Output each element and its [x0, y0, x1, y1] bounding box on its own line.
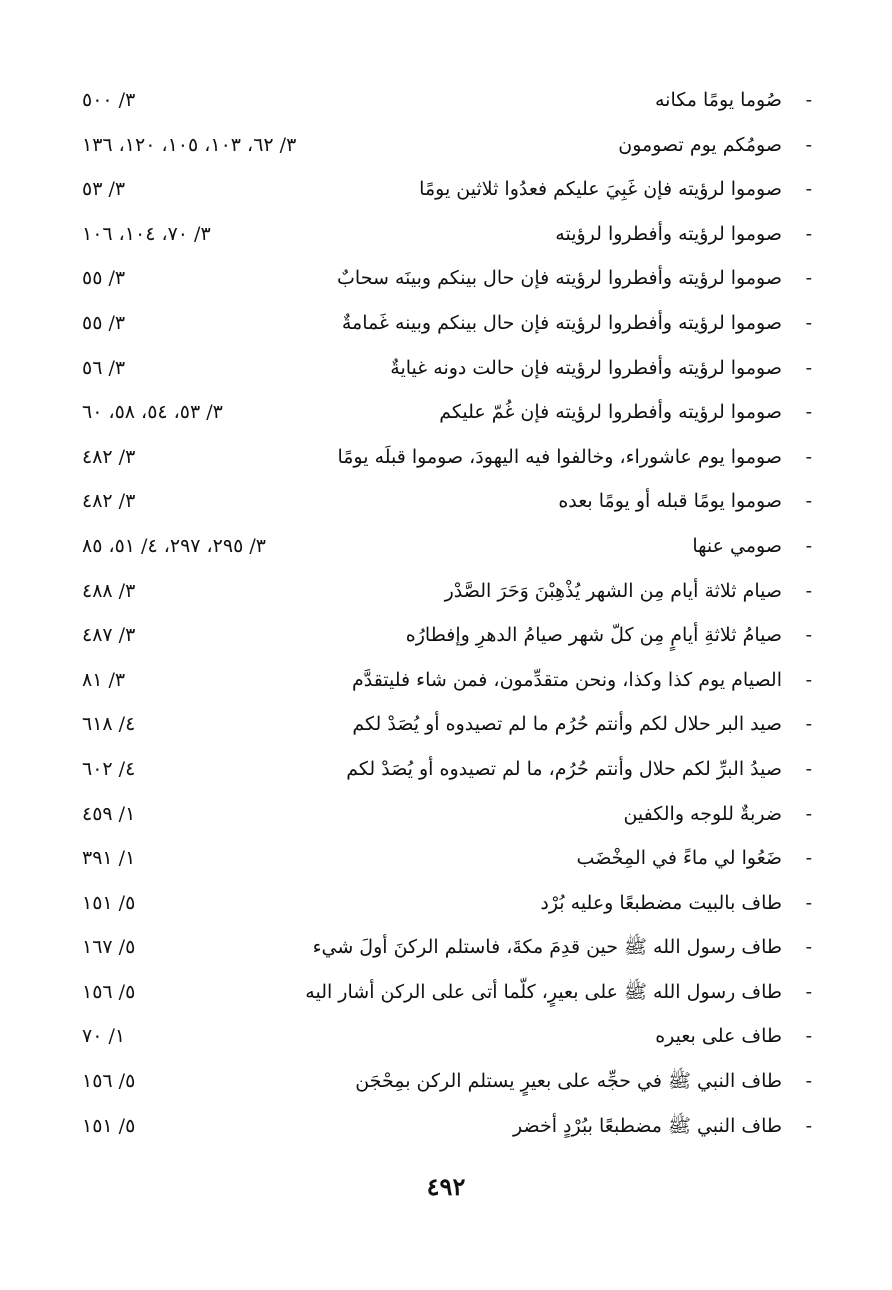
list-item [82, 881, 812, 926]
hadith-text: صيام ثلاثة أيام مِن الشهر يُذْهِبْنَ وَحَرَ الصَّدْر [444, 579, 782, 602]
hadith-text: صوموا لرؤيته فإن غَبِيَ عليكم فعدُوا ثلاثين يومًا [419, 178, 782, 201]
page-number: ٤٩٢ [426, 1172, 466, 1201]
list-item [82, 78, 812, 123]
volume-page-reference: ٥/ ١٦٧ [82, 936, 136, 959]
volume-page-reference: ٣/ ٥٥ [82, 311, 126, 334]
hadith-text: صوموا يوم عاشوراء، وخالفوا فيه اليهودَ، صوموا قبلَه يومًا [337, 445, 782, 468]
hadith-text: صيد البر حلال لكم وأنتم حُرُم ما لم تصيدوه أو يُصَدْ لكم [352, 713, 782, 736]
list-item [82, 256, 812, 301]
volume-page-reference: ٣/ ٥٦ [82, 356, 126, 379]
volume-page-reference: ١/ ٣٩١ [82, 847, 136, 870]
entry-dash: - [805, 356, 812, 379]
hadith-text: الصيام يوم كذا وكذا، ونحن متقدِّمون، فمن شاء فليتقدَّم [351, 668, 782, 691]
list-item [82, 301, 812, 346]
volume-page-reference: ٥/ ١٥١ [82, 1114, 136, 1137]
hadith-text: طاف على بعيره [655, 1025, 782, 1048]
list-item [82, 1014, 812, 1059]
entry-dash: - [805, 89, 812, 111]
list-item [82, 613, 812, 658]
list-item [82, 167, 812, 212]
volume-page-reference: ٥/ ١٥٦ [82, 1070, 136, 1093]
list-item [82, 792, 812, 837]
entry-dash: - [805, 1114, 812, 1137]
volume-page-reference: ٣/ ٤٨٧ [82, 624, 136, 647]
hadith-text: ضَعُوا لي ماءً في المِخْضَب [576, 847, 782, 870]
volume-page-reference: ٣/ ٥٠٠ [82, 89, 136, 111]
list-item [82, 569, 812, 614]
list-item [82, 123, 812, 168]
list-item [82, 390, 812, 435]
list-item [82, 702, 812, 747]
entry-dash: - [805, 267, 812, 290]
hadith-text: طاف رسول الله ﷺ على بعيرٍ، كلّما أتى على الركن أشار اليه [305, 980, 782, 1003]
entry-dash: - [805, 847, 812, 870]
entry-dash: - [805, 133, 812, 156]
hadith-text: صوموا لرؤيته وأفطروا لرؤيته فإن حالت دونه غيايةٌ [390, 356, 782, 379]
entry-dash: - [805, 980, 812, 1003]
entry-dash: - [805, 1025, 812, 1048]
hadith-text: صومي عنها [692, 534, 782, 557]
entry-dash: - [805, 311, 812, 334]
hadith-text: صُوما يومًا مكانه [655, 89, 782, 111]
entry-dash: - [805, 222, 812, 245]
hadith-text: طاف بالبيت مضطبعًا وعليه بُرْد [540, 891, 782, 914]
hadith-text: طاف رسول الله ﷺ حين قدِمَ مكةَ، فاستلم الركنَ أولَ شيء [312, 936, 782, 959]
volume-page-reference: ٣/ ٥٥ [82, 267, 126, 290]
volume-page-reference: ٣/ ٤٨٢ [82, 445, 136, 468]
list-item [82, 479, 812, 524]
entry-dash: - [805, 490, 812, 513]
hadith-text: صيدُ البرِّ لكم حلال وأنتم حُرُم، ما لم تصيدوه أو يُصَدْ لكم [346, 757, 782, 780]
volume-page-reference: ١/ ٤٥٩ [82, 802, 136, 825]
list-item [82, 970, 812, 1015]
hadith-text: صوموا لرؤيته وأفطروا لرؤيته [555, 222, 782, 245]
entry-dash: - [805, 668, 812, 691]
entry-dash: - [805, 713, 812, 736]
entry-dash: - [805, 802, 812, 825]
entry-dash: - [805, 445, 812, 468]
hadith-text: ضربةٌ للوجه والكفين [623, 802, 782, 825]
volume-page-reference: ٣/ ٨١ [82, 668, 126, 691]
volume-page-reference: ٣/ ٦٢، ١٠٣، ١٠٥، ١٢٠، ١٣٦ [82, 133, 297, 156]
volume-page-reference: ٣/ ٤٨٢ [82, 490, 136, 513]
list-item [82, 658, 812, 703]
volume-page-reference: ٣/ ٤٨٨ [82, 579, 136, 602]
list-item [82, 524, 812, 569]
hadith-index-list [82, 78, 812, 1148]
volume-page-reference: ٥/ ١٥٦ [82, 980, 136, 1003]
list-item [82, 435, 812, 480]
entry-dash: - [805, 891, 812, 914]
list-item [82, 1059, 812, 1104]
entry-dash: - [805, 757, 812, 780]
entry-dash: - [805, 936, 812, 959]
entry-dash: - [805, 579, 812, 602]
hadith-text: صيامُ ثلاثةِ أيامٍ مِن كلّ شهر صيامُ الدهرِ وإفطارُه [405, 624, 782, 647]
hadith-text: صوموا لرؤيته وأفطروا لرؤيته فإن حال بينكم وبينَه سحابٌ [337, 267, 782, 290]
list-item [82, 836, 812, 881]
entry-dash: - [805, 1070, 812, 1093]
volume-page-reference: ٥/ ١٥١ [82, 891, 136, 914]
list-item [82, 346, 812, 391]
hadith-text: صوموا يومًا قبله أو يومًا بعده [558, 490, 782, 513]
hadith-text: صوموا لرؤيته وأفطروا لرؤيته فإن غُمّ عليكم [439, 401, 782, 424]
hadith-text: صوموا لرؤيته وأفطروا لرؤيته فإن حال بينكم وبينه غَمامةٌ [341, 311, 782, 334]
list-item [82, 747, 812, 792]
hadith-text: طاف النبي ﷺ في حجِّه على بعيرٍ يستلم الركن بمِحْجَن [355, 1070, 782, 1093]
volume-page-reference: ٣/ ٧٠، ١٠٤، ١٠٦ [82, 222, 211, 245]
list-item [82, 1104, 812, 1149]
volume-page-reference: ٤/ ٦٠٢ [82, 757, 136, 780]
volume-page-reference: ٤/ ٦١٨ [82, 713, 136, 736]
hadith-text: صومُكم يوم تصومون [618, 133, 782, 156]
volume-page-reference: ١/ ٧٠ [82, 1025, 126, 1048]
volume-page-reference: ٣/ ٥٣، ٥٤، ٥٨، ٦٠ [82, 401, 223, 424]
entry-dash: - [805, 534, 812, 557]
entry-dash: - [805, 178, 812, 201]
volume-page-reference: ٣/ ٥٣ [82, 178, 126, 201]
entry-dash: - [805, 401, 812, 424]
hadith-text: طاف النبي ﷺ مضطبعًا ببُرْدٍ أخضر [512, 1114, 782, 1137]
entry-dash: - [805, 624, 812, 647]
list-item [82, 925, 812, 970]
list-item [82, 212, 812, 257]
volume-page-reference: ٣/ ٢٩٥، ٢٩٧، ٤/ ٥١، ٨٥ [82, 534, 266, 557]
